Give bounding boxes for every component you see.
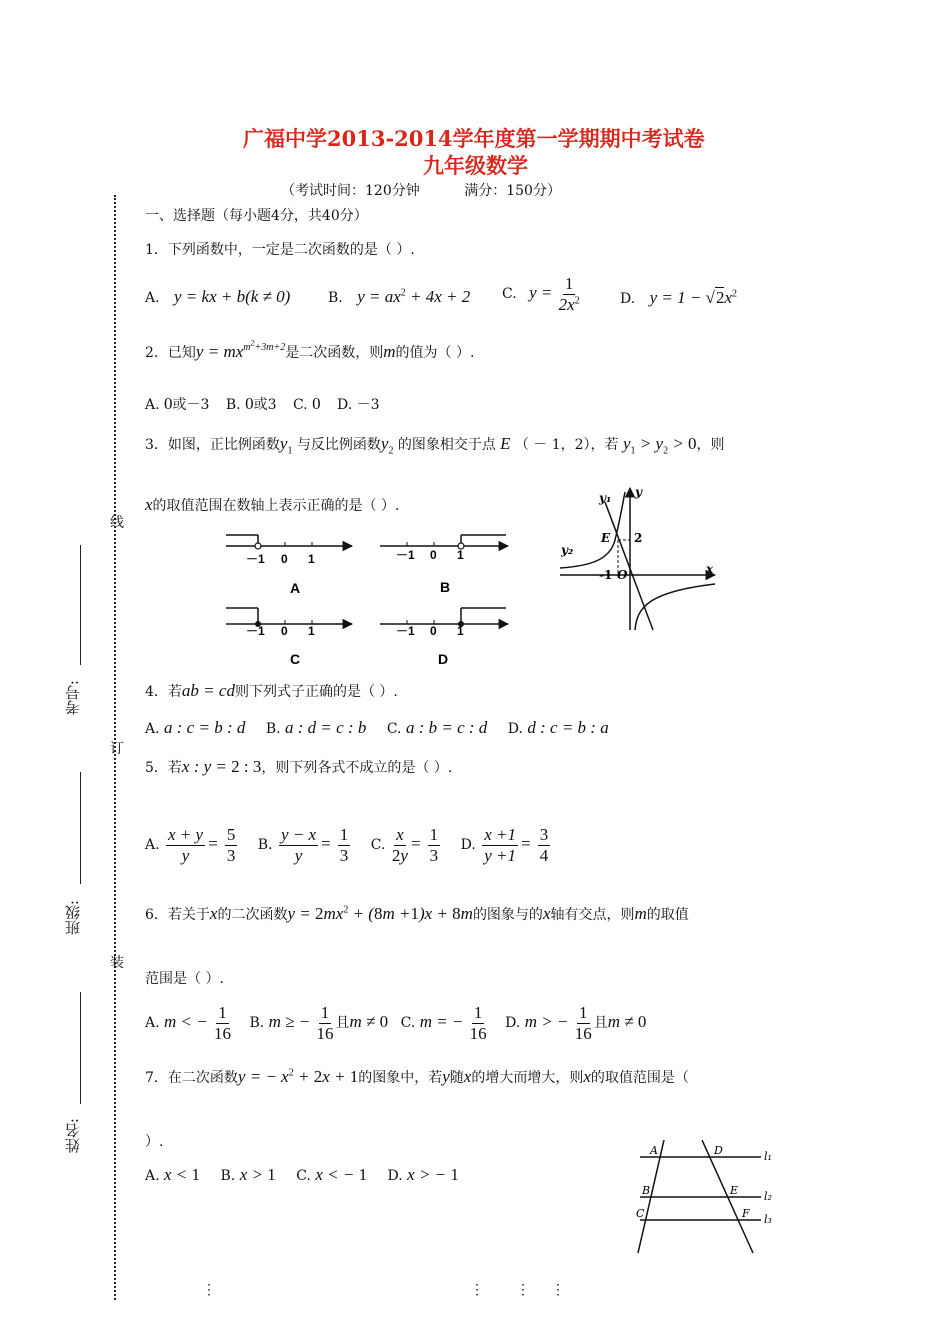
q7-a-formula: x < 1 [164,1165,201,1184]
q3b-tick-1: 1 [457,548,464,562]
q3-stem-line1 [145,434,725,456]
q4-a-label: A. [145,721,160,737]
q5-c-label: C. [370,836,386,853]
parallel-lines-figure [628,1135,778,1260]
class-blank[interactable] [80,772,81,884]
footer-dots-4: ⋮ [551,1282,565,1298]
q7-formula: y = − $x^2 + 2x + 1$ [237,1067,359,1086]
q6-text-d: 轴有交点，则 [550,907,635,923]
q1-b-formula: $y = ax^2 + 4x + 2$ [357,287,471,306]
footer-dots-2: ⋮ [470,1282,484,1298]
q3-graph-e: E [601,531,611,545]
q6-b-formula: m ≥ − $\frac{1}{16}$ [268,1003,334,1043]
q3-option-a-label: A [290,580,301,596]
q6-var-x2: x [542,904,551,923]
fig-label-b: B [642,1184,651,1197]
q3c-tick-0: 0 [281,624,288,638]
q1-stem: 1．下列函数中，一定是二次函数的是（ ）. [145,242,415,258]
q7-c-formula: x < − 1 [315,1165,368,1184]
q6-var-m: m [634,904,647,923]
q6-text-e: 的取值 [646,907,689,923]
q4-condition: ab = cd [181,681,235,700]
q6-stem-line2: 范围是（ ）. [145,971,224,987]
q3-graph-neg1: -1 [599,568,613,582]
q5-b-label: B. [257,836,273,853]
q6-formula: $y = 2mx^2 + (8m +1)x + 8m$ [287,904,473,923]
q5-condition: x : y = 2 : 3 [181,757,262,776]
q2-a-label: A. [145,397,165,413]
q7-var-x2: x [583,1067,591,1086]
q6-text-c: 的图象与的 [472,907,543,923]
q2-option-b[interactable] [225,394,277,413]
name-label: 姓名: [64,1118,82,1154]
q5-stem [145,757,452,777]
q7-option-b[interactable] [220,1165,276,1184]
fig-label-a: A [650,1144,658,1157]
q3-then: ，则 [696,437,725,453]
q3-option-d-label: D [438,651,449,667]
q6-var-x: x [209,904,218,923]
q1-a-label: A. [145,290,160,306]
q4-c-label: C. [386,721,402,737]
q7-d-formula: x > − 1 [407,1165,459,1184]
q3-y1: $y_1$ [279,434,293,457]
q5-stem-post: ，则下列各式不成立的是（ ）. [261,760,453,776]
fig-label-l1: l₁ [764,1150,772,1163]
q1-option-c[interactable] [502,274,582,314]
name-blank[interactable] [80,992,81,1104]
q7-b-formula: x > 1 [239,1165,276,1184]
q3b-tick-0: 0 [430,548,437,562]
q1-option-d[interactable] [620,287,737,308]
q2-option-a[interactable] [145,394,210,413]
q1-option-b[interactable] [328,287,470,307]
q3-line2-text: 的取值范围在数轴上表示正确的是（ ）. [152,498,400,514]
q7-option-c[interactable] [296,1165,368,1184]
q3-stem-line2 [145,495,399,515]
q2-formula: $y = mx^{m^2+3m+2}$ [195,339,286,361]
fig-label-c: C [636,1207,645,1220]
q7-text-b: 的图象中，若 [358,1070,443,1086]
q6-d-and: 且 [593,1014,608,1031]
seal-char-line: 线 [110,515,124,531]
q4-option-d[interactable] [507,718,609,737]
q7-var-y: y [442,1067,450,1086]
q3a-tick-0: 0 [281,552,288,566]
q2-b-text: 或3 [253,397,277,413]
q5-options [145,825,552,865]
fig-label-l3: l₃ [764,1213,772,1226]
q7-text-d: 的增大而增大，则 [471,1070,584,1086]
seal-char-ding: 订 [110,741,124,757]
q3-graph-y-axis: y [635,485,642,499]
q2-a-text: 或－3 [172,397,210,413]
q3d-tick-neg1: －1 [396,624,415,638]
q3-graph-origin: O [617,568,628,582]
q3-option-c-figure[interactable] [226,608,352,667]
q3c-tick-1: 1 [308,624,315,638]
q4-c-formula: a : b = c : d [405,718,488,737]
q3-number-lines [220,525,520,675]
q6-option-d[interactable] [505,1003,647,1043]
q4-b-formula: a : d = c : b [285,718,367,737]
q6-option-c[interactable] [400,1003,489,1043]
q2-c-label: C. [292,397,313,413]
q6-a-label: A. [145,1014,160,1031]
q7-option-a[interactable] [145,1165,201,1184]
q6-option-a[interactable] [145,1003,233,1043]
q1-d-label: D. [620,291,636,307]
q2-b-zero: 0 [245,394,254,413]
q2-options [145,394,380,414]
q6-text-a: 6．若关于 [145,907,210,923]
footer-dots-1: ⋮ [202,1282,216,1298]
q3a-tick-1: 1 [308,552,315,566]
fig-label-d: D [714,1144,723,1157]
q2-stem-post: 的值为（ ）. [395,344,475,361]
q3-graph-two: 2 [634,531,643,545]
fig-label-l2: l₂ [764,1190,772,1203]
q7-stem-line2: ）. [145,1134,164,1150]
q7-text-c: 随 [449,1070,464,1086]
q3-option-b-label: B [440,579,451,595]
q3a-tick-neg1: －1 [246,552,265,566]
q7-options [145,1165,459,1185]
q6-stem-line1 [145,904,689,924]
q1-d-formula: $y = 1 - √2x^2$ [649,288,738,307]
exam-subtitle: 九年级数学 [423,153,528,178]
q3-inequality: $y_1 > y_2 > 0$ [622,434,697,457]
q5-option-a[interactable] [145,825,239,865]
q5-d-label: D. [460,836,476,853]
q3-var-x: x [145,495,153,514]
fig-label-e: E [730,1184,739,1197]
q2-a-zero: 0 [164,394,173,413]
exam-title: 广福中学2013-2014学年度第一学期期中考试卷 [243,126,705,151]
q3d-tick-0: 0 [430,624,437,638]
q2-var-m: m [383,341,396,361]
q3-option-c-label: C [290,651,301,667]
q6-options [145,1003,646,1043]
q6-option-b[interactable] [249,1003,389,1043]
q5-option-b[interactable] [257,825,353,865]
q4-stem-post: 则下列式子正确的是（ ）. [234,684,398,700]
student-number-blank[interactable] [80,545,81,665]
q3d-tick-1: 1 [457,624,464,638]
q1-c-formula: y = $\frac{1}{2x^2}$ [529,274,580,314]
q2-option-c[interactable] [292,394,321,413]
q7-text-e: 的取值范围是（ [590,1070,689,1086]
q3-option-a-figure[interactable] [226,535,352,596]
q6-d-label: D. [505,1014,521,1031]
q2-c-zero: 0 [312,394,321,413]
section-heading: 一、选择题（每小题4分，共40分） [145,208,368,224]
q3b-tick-neg1: －1 [396,548,415,562]
q6-d-cond: m ≠ 0 [607,1011,647,1031]
seal-char-zhuang: 装 [110,955,124,971]
q7-option-d[interactable] [387,1165,459,1184]
q4-stem [145,681,398,701]
q5-a-formula: $\frac{x + y}{y}$ = $\frac{5}{3}$ [168,825,236,865]
footer-dots-3: ⋮ [516,1282,530,1298]
q3-option-b-figure[interactable] [380,535,508,595]
q2-stem [145,339,474,362]
q3-point-coords: （ － 1，2），若 [514,437,619,453]
student-number-label: 考号: [64,680,82,716]
q6-b-and: 且 [335,1014,350,1031]
q5-a-label: A. [145,836,160,853]
q2-option-d[interactable]: D. －3 [337,397,380,413]
q5-c-formula: $\frac{x}{2y}$ = $\frac{1}{3}$ [391,825,439,865]
q4-option-a[interactable] [145,718,246,737]
q7-var-x: x [463,1067,472,1086]
q3c-tick-neg1: －1 [246,624,265,638]
q3-option-d-figure[interactable] [380,608,508,667]
q6-b-label: B. [249,1014,265,1031]
q1-a-formula: y = kx + b(k ≠ 0) [174,287,291,306]
q7-stem-line1 [145,1067,689,1087]
q7-a-label: A. [145,1168,160,1184]
q4-option-c[interactable] [386,718,488,737]
q4-a-formula: a : c = b : d [164,718,246,737]
q3-graph-x-axis: x [706,562,714,576]
q7-b-label: B. [220,1168,236,1184]
q3-graph-y1: y₁ [599,491,612,505]
q4-stem-pre: 4．若 [145,684,182,700]
q3-text-c: 的图象相交于点 [397,437,496,453]
q6-c-label: C. [400,1014,416,1031]
q1-option-a[interactable] [145,287,290,307]
q3-point-e: E [495,434,515,453]
q6-c-formula: m = − $\frac{1}{16}$ [419,1003,487,1043]
q3-y2: $y_2$ [380,434,394,457]
q5-d-formula: $\frac{x +1}{y +1}$ = $\frac{3}{4}$ [484,825,549,865]
q2-stem-mid: 是二次函数，则 [285,344,384,361]
fig-label-f: F [742,1207,750,1220]
exam-info: （考试时间：120分钟 满分：150分） [281,183,561,199]
q4-b-label: B. [265,721,281,737]
q3-text-a: 3．如图，正比例函数 [145,437,280,453]
q2-b-label: B. [225,397,246,413]
q6-text-b: 的二次函数 [217,907,288,923]
q7-text-a: 7．在二次函数 [145,1070,238,1086]
q3-graph-y2: y₂ [561,543,574,557]
q3-text-b: 与反比例函数 [296,437,381,453]
class-label: 班级: [64,900,82,936]
q4-d-label: D. [507,721,523,737]
q4-options [145,718,609,738]
q5-stem-pre: 5．若 [145,760,182,776]
q7-d-label: D. [387,1168,403,1184]
q5-option-c[interactable] [370,825,442,865]
q2-stem-pre: 2．已知 [145,344,196,361]
q1-b-label: B. [328,290,343,306]
q6-b-cond: m ≠ 0 [349,1011,389,1031]
q7-c-label: C. [296,1168,311,1184]
q3-function-graph [555,480,725,635]
q6-d-formula: m > − $\frac{1}{16}$ [524,1003,592,1043]
q5-b-formula: $\frac{y - x}{y}$ = $\frac{1}{3}$ [280,825,349,865]
q6-a-formula: m < − $\frac{1}{16}$ [164,1003,231,1043]
q4-d-formula: d : c = b : a [527,718,609,737]
q5-option-d[interactable] [460,825,553,865]
q4-option-b[interactable] [265,718,367,737]
q1-c-label: C. [502,285,517,302]
